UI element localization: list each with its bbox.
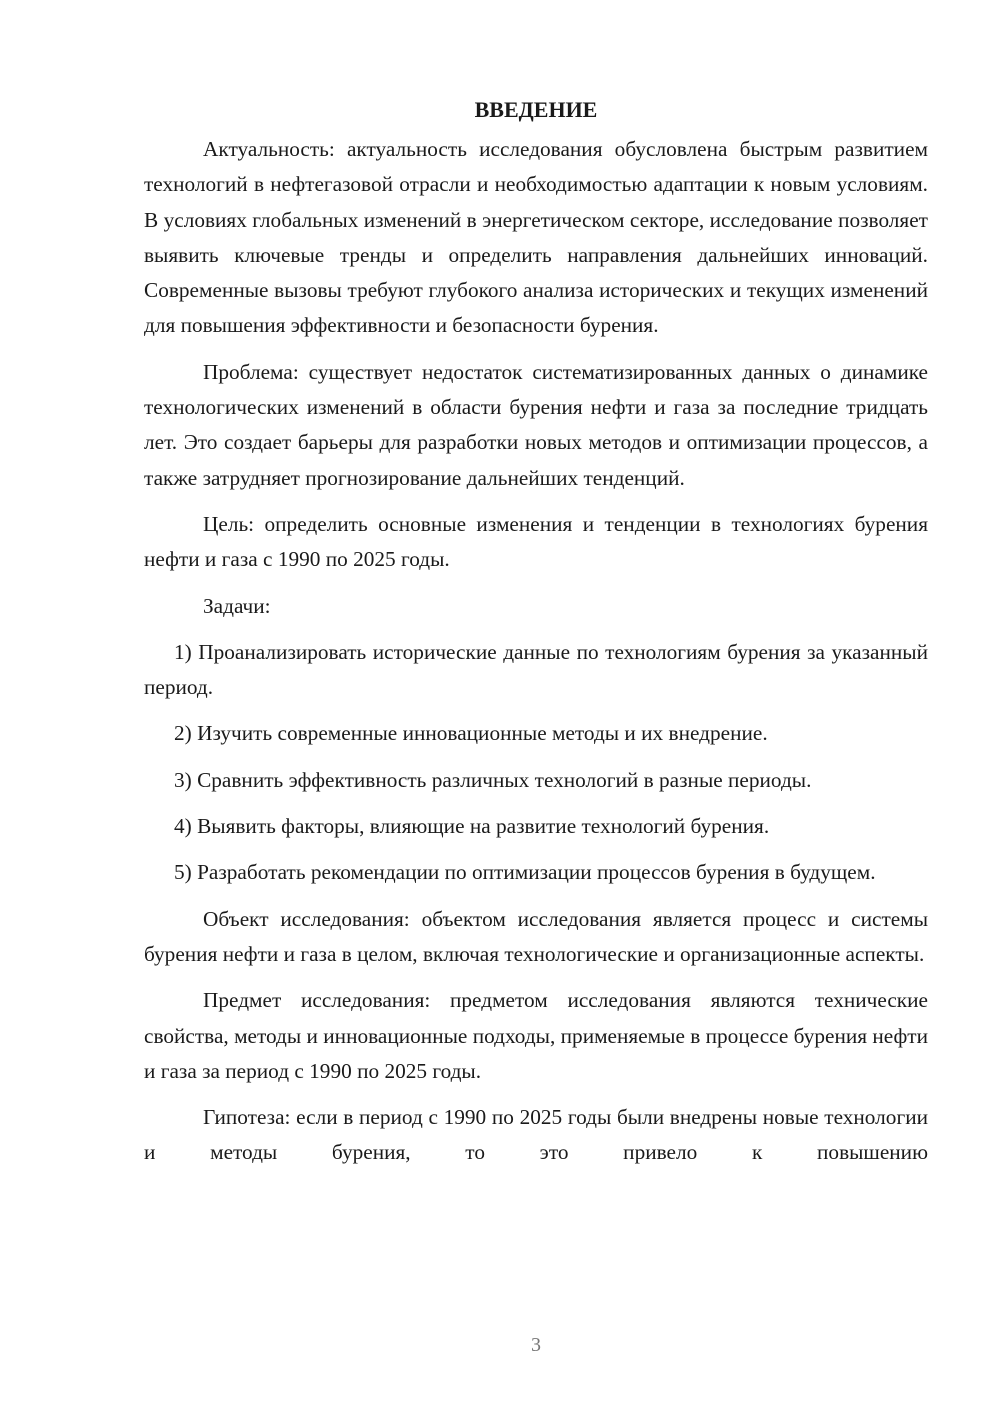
page-number: 3 xyxy=(531,1334,541,1356)
paragraph-hypothesis: Гипотеза: если в период с 1990 по 2025 годы были внедрены новые технологии и методы бурения, то это привело к повышению xyxy=(144,1105,928,1165)
document-page xyxy=(144,92,928,1182)
tasks-list xyxy=(144,635,928,891)
paragraph-relevance: Актуальность: актуальность исследования обусловлена быстрым развитием технологий в нефтегазовой отрасли и необходимостью адаптации к новым условиям. В условиях глобальных изменений в энергетическом секторе, исследование позволяет выявить ключевые тренды и определить направления дальнейших инноваций. Современные вызовы требуют глубокого анализа исторических и текущих изменений для повышения эффективности и безопасности бурения. xyxy=(144,137,928,338)
paragraph-subject: Предмет исследования: предметом исследования являются технические свойства, методы и инновационные подходы, применяемые в процессе бурения нефти и газа за период с 1990 по 2025 годы. xyxy=(144,988,928,1083)
page-title: ВВЕДЕНИЕ xyxy=(474,97,598,122)
list-item: 5) Разработать рекомендации по оптимизации процессов бурения в будущем. xyxy=(174,860,876,885)
paragraph-object: Объект исследования: объектом исследования является процесс и системы бурения нефти и газа в целом, включая технологические и организационные аспекты. xyxy=(144,906,928,966)
paragraph-goal: Цель: определить основные изменения и тенденции в технологиях бурения нефти и газа с 1990 по 2025 годы. xyxy=(144,511,928,572)
list-item: 1) Проанализировать исторические данные по технологиям бурения за указанный период. xyxy=(144,639,928,700)
list-item: 2) Изучить современные инновационные методы и их внедрение. xyxy=(174,721,768,746)
list-item: 4) Выявить факторы, влияющие на развитие технологий бурения. xyxy=(174,814,770,839)
paragraph-problem: Проблема: существует недостаток систематизированных данных о динамике технологических изменений в области бурения нефти и газа за последние тридцать лет. Это создает барьеры для разработки новых методов и оптимизации процессов, а также затрудняет прогнозирование дальнейших тенденций. xyxy=(144,359,928,490)
tasks-heading: Задачи: xyxy=(203,593,271,618)
list-item: 3) Сравнить эффективность различных технологий в разные периоды. xyxy=(174,767,812,792)
